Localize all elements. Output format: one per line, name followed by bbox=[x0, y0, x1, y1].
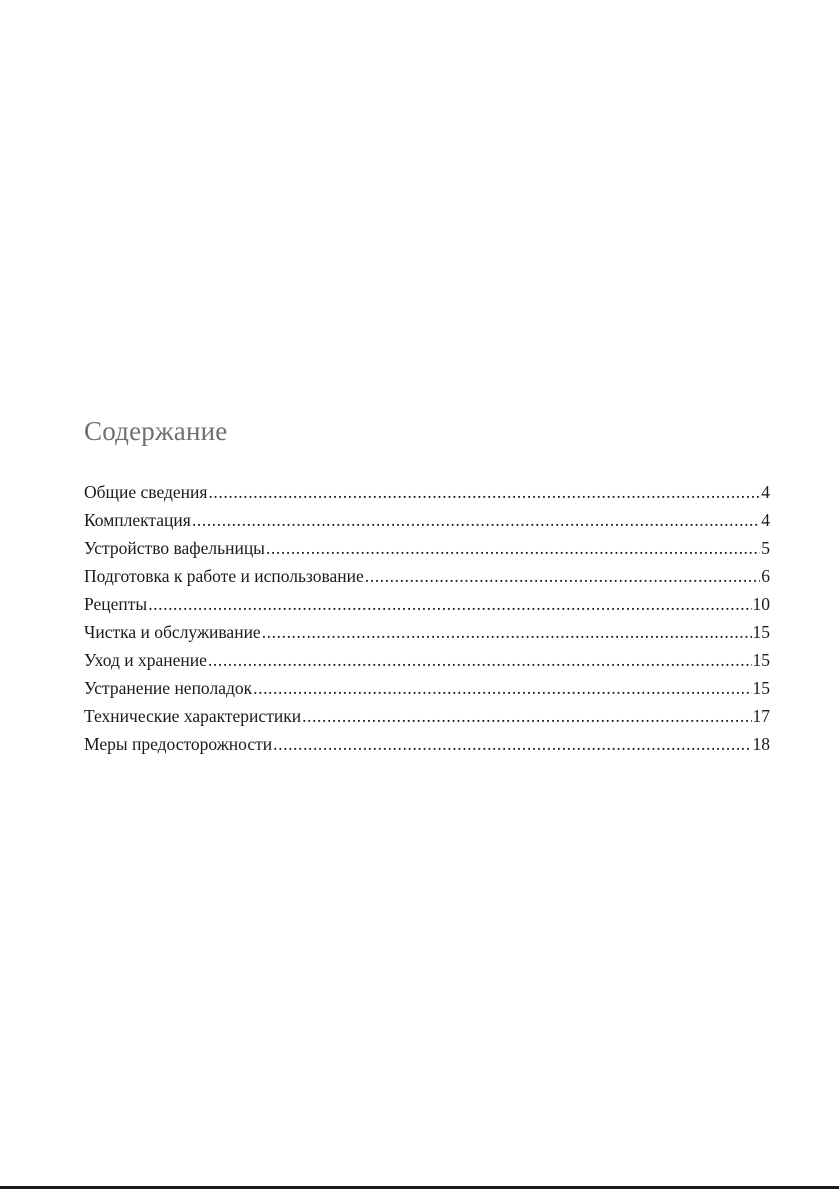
toc-entry-label: Подготовка к работе и использование bbox=[84, 566, 364, 586]
toc-entry-recipes[interactable] bbox=[84, 593, 770, 621]
toc-entry-label: Устройство вафельницы bbox=[84, 538, 265, 558]
toc-dot-leader bbox=[208, 649, 752, 671]
toc-entry-cleaning-and-maintenance[interactable] bbox=[84, 621, 770, 649]
toc-entry-care-and-storage[interactable] bbox=[84, 649, 770, 677]
toc-entry-page: 4 bbox=[761, 482, 770, 502]
toc-dot-leader bbox=[266, 537, 760, 559]
toc-entry-page: 10 bbox=[752, 594, 770, 614]
toc-dot-leader bbox=[208, 481, 760, 503]
toc-entry-label: Чистка и обслуживание bbox=[84, 622, 261, 642]
toc-entry-waffle-maker-design[interactable] bbox=[84, 537, 770, 565]
toc-entry-page: 15 bbox=[752, 678, 770, 698]
toc-dot-leader bbox=[192, 509, 760, 531]
toc-entry-preparation-and-use[interactable] bbox=[84, 565, 770, 593]
toc-entry-page: 15 bbox=[752, 650, 770, 670]
toc-dot-leader bbox=[262, 621, 752, 643]
toc-dot-leader bbox=[253, 677, 751, 699]
toc-entry-general-info[interactable] bbox=[84, 481, 770, 509]
toc-dot-leader bbox=[148, 593, 751, 615]
toc-entry-label: Уход и хранение bbox=[84, 650, 207, 670]
toc-entry-label: Рецепты bbox=[84, 594, 148, 614]
toc-entry-page: 17 bbox=[752, 706, 770, 726]
toc-entry-page: 15 bbox=[752, 622, 770, 642]
toc-entry-troubleshooting[interactable] bbox=[84, 677, 770, 705]
toc-entry-package-contents[interactable] bbox=[84, 509, 770, 537]
table-of-contents bbox=[84, 481, 770, 761]
toc-entry-label: Комплектация bbox=[84, 510, 191, 530]
toc-entry-page: 5 bbox=[761, 538, 770, 558]
toc-entry-page: 6 bbox=[761, 566, 770, 586]
toc-title: Содержание bbox=[84, 416, 228, 446]
toc-entry-page: 4 bbox=[761, 510, 770, 530]
toc-dot-leader bbox=[365, 565, 760, 587]
toc-entry-label: Общие сведения bbox=[84, 482, 208, 502]
toc-entry-safety-precautions[interactable] bbox=[84, 733, 770, 761]
toc-entry-page: 18 bbox=[752, 734, 770, 754]
toc-entry-label: Технические характеристики bbox=[84, 706, 302, 726]
toc-entry-label: Устранение неполадок bbox=[84, 678, 253, 698]
toc-entry-specifications[interactable] bbox=[84, 705, 770, 733]
toc-dot-leader bbox=[302, 705, 751, 727]
toc-dot-leader bbox=[273, 733, 751, 755]
toc-entry-label: Меры предосторожности bbox=[84, 734, 273, 754]
